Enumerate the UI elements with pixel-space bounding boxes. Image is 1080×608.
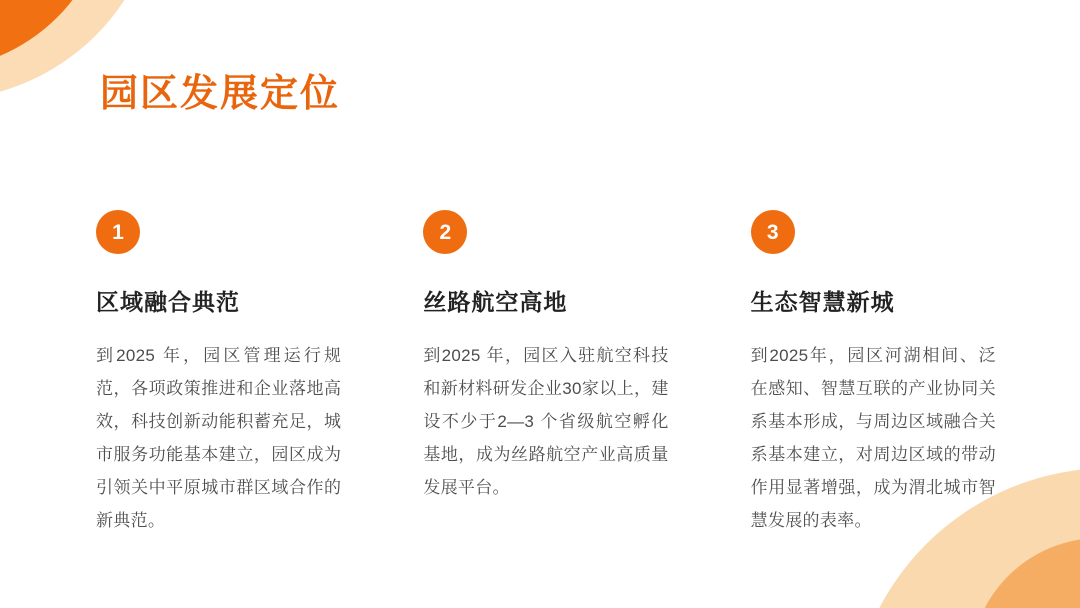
column-body-text: 到2025 年，园区入驻航空科技和新材料研发企业30家以上，建设不少于2—3 个省级航空孵化基地，成为丝路航空产业高质量发展平台。	[423, 346, 669, 497]
column-item	[423, 210, 668, 537]
page-title: 园区发展定位	[100, 73, 341, 115]
column-item	[96, 210, 341, 537]
column-heading: 区域融合典范	[96, 289, 240, 315]
column-heading: 生态智慧新城	[750, 289, 895, 315]
step-badge: 1	[96, 210, 140, 254]
columns-container	[96, 210, 996, 537]
step-badge: 2	[423, 210, 467, 254]
step-badge: 3	[751, 210, 795, 254]
column-body-text: 到2025年，园区河湖相间、泛在感知、智慧互联的产业协同关系基本形成，与周边区域融合关系基本建立，对周边区域的带动作用显著增强，成为渭北城市智慧发展的表率。	[750, 346, 996, 530]
column-item	[751, 210, 996, 537]
column-heading: 丝路航空高地	[423, 289, 568, 315]
column-body-text: 到2025 年，园区管理运行规范，各项政策推进和企业落地高效，科技创新动能积蓄充足，城市服务功能基本建立，园区成为引领关中平原城市群区域合作的新典范。	[96, 346, 342, 530]
